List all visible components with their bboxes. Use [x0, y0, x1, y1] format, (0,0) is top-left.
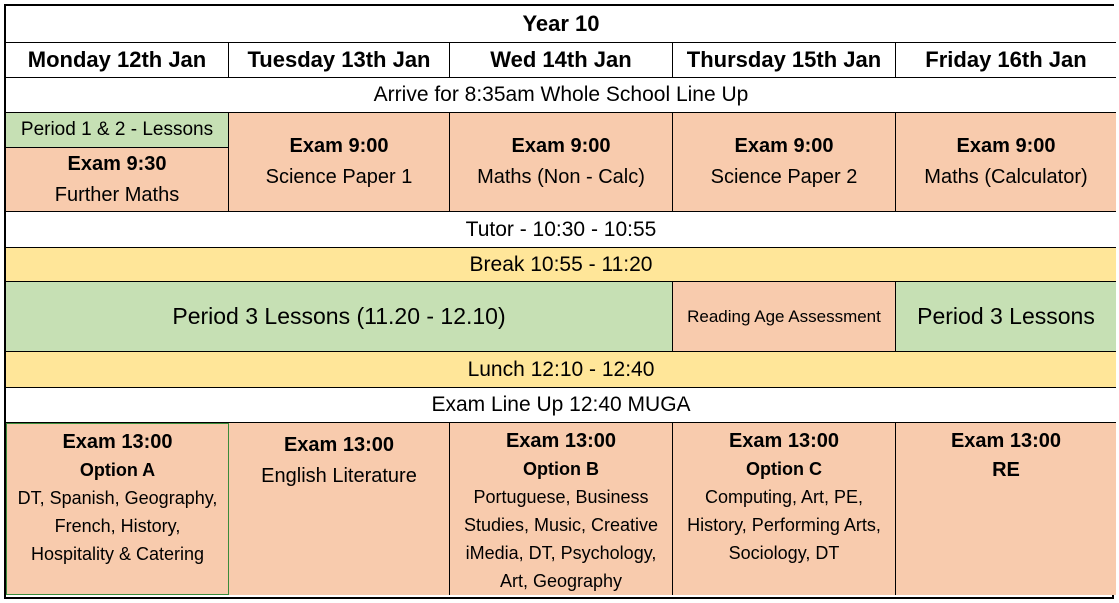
day-header-tuesday: Tuesday 13th Jan — [229, 43, 450, 78]
thursday-afternoon-exam — [673, 423, 896, 595]
exam-time: Exam 13:00 — [728, 430, 840, 452]
exam-subjects-line: Studies, Music, Creative — [463, 515, 659, 535]
exam-time: Exam 9:00 — [511, 135, 611, 157]
exam-subjects-line: Portuguese, Business — [473, 487, 649, 507]
exam-time: Exam 9:30 — [67, 152, 167, 175]
exam-time: Exam 13:00 — [62, 431, 173, 453]
wednesday-morning-exam — [450, 113, 673, 212]
day-header-wednesday: Wed 14th Jan — [450, 43, 673, 78]
friday-period3-lessons: Period 3 Lessons — [896, 282, 1116, 352]
lunch-row: Lunch 12:10 - 12:40 — [6, 352, 1116, 388]
friday-morning-exam — [896, 113, 1116, 212]
day-header-monday: Monday 12th Jan — [6, 43, 229, 78]
timetable — [4, 4, 1114, 599]
exam-subject: Further Maths — [54, 183, 180, 206]
exam-subjects-line: History, Performing Arts, — [687, 515, 881, 535]
exam-time: Exam 13:00 — [505, 430, 617, 452]
exam-subject: Maths (Calculator) — [924, 166, 1088, 188]
exam-subjects-line: DT, Spanish, Geography, — [17, 488, 218, 508]
exam-option: Option B — [523, 459, 599, 479]
exam-subjects-line: Sociology, DT — [728, 543, 840, 563]
exam-option: Option C — [746, 459, 822, 479]
arrive-row: Arrive for 8:35am Whole School Line Up — [6, 78, 1116, 113]
break-row: Break 10:55 - 11:20 — [6, 248, 1116, 282]
exam-subject: English Literature — [261, 465, 417, 487]
friday-afternoon-exam — [896, 423, 1116, 595]
exam-time: Exam 9:00 — [289, 135, 389, 157]
period3-lessons: Period 3 Lessons (11.20 - 12.10) — [6, 282, 673, 352]
exam-subjects-line: Computing, Art, PE, — [704, 487, 864, 507]
tuesday-afternoon-exam — [229, 423, 450, 595]
tutor-row: Tutor - 10:30 - 10:55 — [6, 212, 1116, 248]
exam-option: RE — [992, 459, 1020, 481]
monday-period-note: Period 1 & 2 - Lessons — [6, 113, 229, 148]
timetable-title: Year 10 — [6, 6, 1116, 43]
exam-subjects-line: iMedia, DT, Psychology, — [465, 543, 657, 563]
wednesday-afternoon-exam — [450, 423, 673, 595]
exam-time: Exam 9:00 — [734, 135, 834, 157]
exam-lineup-row: Exam Line Up 12:40 MUGA — [6, 388, 1116, 423]
exam-subjects-line: Art, Geography — [499, 571, 623, 591]
thursday-morning-exam — [673, 113, 896, 212]
reading-age-assessment: Reading Age Assessment — [673, 282, 896, 352]
exam-subject: Science Paper 2 — [710, 166, 858, 188]
day-header-thursday: Thursday 15th Jan — [673, 43, 896, 78]
tuesday-morning-exam — [229, 113, 450, 212]
exam-subject: Science Paper 1 — [265, 166, 413, 188]
exam-option: Option A — [79, 460, 156, 480]
exam-time: Exam 13:00 — [950, 430, 1062, 452]
exam-subjects-line: Hospitality & Catering — [30, 544, 205, 564]
exam-subjects-line: French, History, — [54, 516, 181, 536]
day-header-friday: Friday 16th Jan — [896, 43, 1116, 78]
exam-time: Exam 13:00 — [283, 434, 395, 456]
monday-morning-exam — [6, 148, 229, 212]
exam-time: Exam 9:00 — [956, 135, 1056, 157]
exam-subject: Maths (Non - Calc) — [477, 166, 645, 188]
monday-afternoon-exam — [6, 423, 229, 595]
